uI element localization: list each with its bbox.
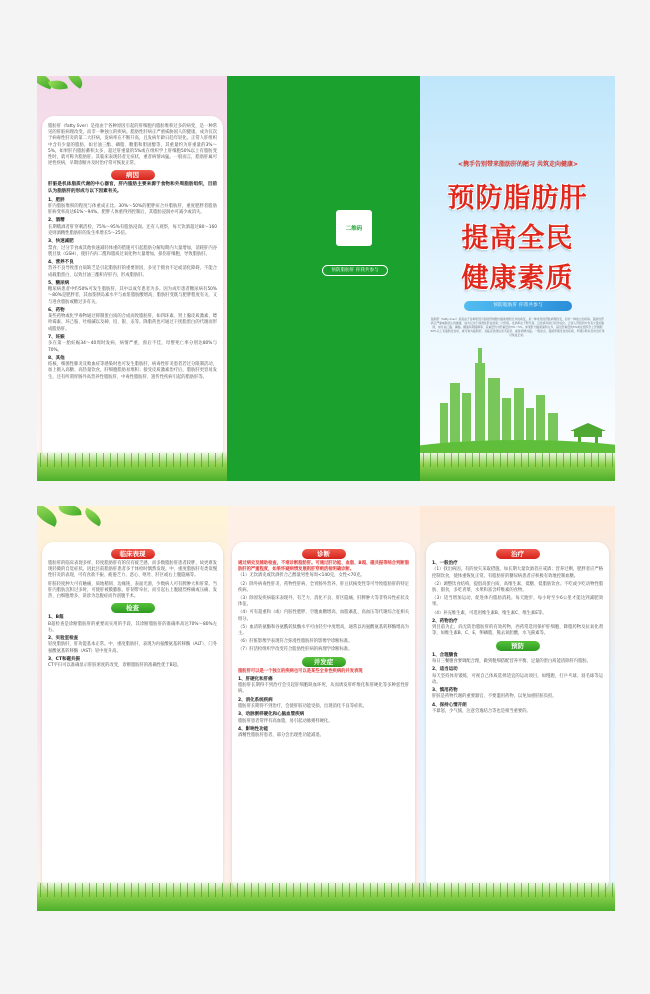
cover-small-print: 脂肪肝（fatty liver）是指由于各种原因引起的肝细胞内脂肪堆积过多的病变，是一种常见的肝脏病理改变，而非一种独立的疾病。脂肪性肝病正严重威胁国人的健康，成为仅次于病毒性肝炎的第二大肝病，发病率在不断升高，且发病年龄日趋年轻化。正常人肝组织中含有少量的脂肪，如甘油三酯、磷脂、糖脂和胆固醇等，其重量约为肝重量的3%～5%，如果肝内脂肪蓄积太多，超过肝重量的5%或在组织学上肝细胞50%以上有脂肪变性时，就可称为脂肪肝。其临床表现轻者无症状，重者病情凶猛。一般而言，脂肪肝属可逆性疾病，早期诊断并及时治疗常可恢复正常。 — [430, 317, 605, 337]
cause-item-heading: 5、糖尿病 — [48, 280, 70, 286]
cover-title-line-3: 健康素质 — [461, 263, 574, 294]
leaf-decoration — [82, 508, 104, 527]
check-item-heading: 2、实验室检查 — [48, 636, 79, 642]
cause-item-heading: 4、营养不良 — [48, 260, 74, 266]
cause-item-text: 营养不良导致蛋白质缺乏是引起脂肪肝的重要原因，多见于摄食不足或消化障碍，不能合成载脂蛋白，以致甘油三酯积存肝内，形成脂肪肝。 — [48, 266, 217, 278]
general-treatment-heading: 1、一般治疗 — [432, 561, 458, 566]
prevention-tag: 预防 — [496, 641, 540, 651]
diagnosis-item: （3）除原发疾病临床表现外，有乏力、消化不良、肝区隐痛、肝脾肿大等非特异性症状及体征。 — [238, 596, 409, 608]
prevention-item-heading: 3、慎用药物 — [432, 688, 458, 694]
cause-list — [48, 198, 217, 381]
treatment-card — [426, 542, 609, 892]
cause-tag: 病因 — [111, 170, 155, 180]
panel-qr — [227, 76, 420, 481]
complication-item-text: 脂肪肝长期得不到治疗会引起肝细胞缺血坏死，从而诱发肝纤维化和肝硬化等多种恶性肝病。 — [238, 683, 409, 695]
leaf-decoration — [48, 79, 67, 92]
cause-item-heading: 6、药物 — [48, 307, 65, 313]
cause-item-heading: 8、其他 — [48, 355, 65, 361]
panel-intro — [37, 76, 227, 481]
prevention-item-text: 每天坚持体育锻炼，可视自己体质选择适宜的运动项目，如慢跑、打乒乓球、羽毛球等运动。 — [432, 673, 603, 685]
diagnosis-item: （7）肝活检组织学改变符合脂肪性肝病的病理学诊断标准。 — [238, 647, 353, 653]
cover-title-line-1: 预防脂肪肝 — [447, 183, 588, 214]
drug-treatment-heading: 2、药物治疗 — [432, 618, 458, 624]
complication-lead: 脂肪肝可以是一个独立的疾病也可以是某些全身性疾病的并发表现 — [238, 668, 363, 674]
check-tag: 检查 — [111, 603, 155, 613]
symptoms-card — [42, 542, 223, 892]
prevention-item-text: 不暴怒，少气恼，注意劳逸结合等也是相当重要的。 — [432, 709, 531, 715]
cause-item-text: 禁食、过分节食或其他快速减轻体重的措施可引起脂肪分解短期内大量增加，消耗肝内谷胱甘肽（GSH），使肝内丙二醛和脂质过氧化物大量增加，损伤肝细胞，导致脂肪肝。 — [48, 245, 217, 257]
treatment-paragraph: （3）适当增加运动，促进体内脂肪消耗。每天跑步，每小时至少6公里才能达到减肥效果。 — [432, 596, 603, 608]
cause-item-text: 长期嗜酒者肝穿刺活检，75%～95%有脂肪浸润。还有人观察，每天饮酒超过80～160克则酒精性脂肪肝的发生率增长5～25倍。 — [48, 224, 217, 237]
symptom-list — [48, 561, 217, 600]
qr-caption: 预防脂肪肝 你我共参与 — [322, 265, 388, 276]
cause-item-text: 肝内脂肪堆积的程度与体重成正比。30%～50%的肥胖症合并脂肪肝，重度肥胖者脂肪肝病变率高达61%～94%。肥胖人体重得到控制后，其脂肪浸润亦可减少或消失。 — [48, 204, 217, 216]
treatment-list — [432, 567, 603, 616]
diagnosis-list — [238, 573, 409, 653]
brochure-outside — [37, 76, 615, 481]
grass-decoration — [420, 881, 615, 911]
cause-item-text: 多在第一胎妊娠34～40周时发病，病情严重，预后不佳，母婴死亡率分别达80%与70%。 — [48, 341, 217, 353]
prevention-item-text: 肝脏是药物代谢的重要器官，不要滥用药物，以免加重肝脏负担。 — [432, 694, 557, 700]
symptom-paragraph: 脂肪肝的临床表现多样，轻度脂肪肝有的仅有疲乏感，而多数脂肪肝患者较胖，故更难发现轻微的自觉症状。因此目前脂肪肝患者多于体检时偶然发现。中、重度脂肪肝有类似慢性肝炎的表现，可有食欲不振、疲倦乏力、恶心、呕吐、肝区或右上腹隐痛等。 — [48, 561, 217, 579]
grass-decoration — [37, 881, 227, 911]
cause-item-heading: 2、酒精 — [48, 218, 65, 224]
grass-decoration — [37, 451, 227, 481]
check-item-text: B超检查是诊断脂肪肝的重要而实用的手段，其诊断脂肪肝的准确率高达70%～80%左右。 — [48, 621, 217, 633]
complication-list — [238, 677, 409, 740]
prevention-list — [432, 653, 603, 716]
diagnosis-item: （2）除外病毒性肝炎、药物性肝病、全胃肠外营养、肝豆状核变性等可导致脂肪肝的特定疾病。 — [238, 581, 409, 593]
cause-item-heading: 7、妊娠 — [48, 334, 65, 340]
panel-symptoms — [37, 506, 227, 911]
complication-item-heading: 2、消化系统疾病 — [238, 697, 273, 703]
intro-card — [42, 116, 223, 461]
panel-diagnosis — [227, 506, 420, 911]
qr-code — [336, 210, 372, 246]
complication-item-heading: 4、影响性功能 — [238, 726, 269, 732]
grass-decoration — [227, 881, 420, 911]
complication-item-text: 脂肪肝患者常伴有高血脂，易引起动脉粥样硬化。 — [238, 718, 333, 724]
grass-decoration — [420, 451, 615, 481]
panel-cover — [420, 76, 615, 481]
treatment-paragraph: （4）补充维生素，可选用维生素B、维生素C、维生素E等。 — [432, 610, 547, 616]
cause-item-text: 结核、细菌性肺炎及败血症等感染时也可发生脂肪肝，病毒性肝炎患者若过分限制活动，加上摄入高糖、高热量饮食，肝细胞脂肪易堆积；接受皮质激素治疗后，脂肪肝更容易发生。还有所谓胃肠外高营养性脂肪肝、中毒性脂肪肝、遗传性疾病引起的脂肪肝等。 — [48, 362, 217, 380]
complication-item-heading: 3、动脉粥样硬化和心脑血管疾病 — [238, 712, 305, 718]
diagnosis-item: （4）可有超重和（或）内脏性肥胖、空腹血糖增高、血脂紊乱、高血压等代谢综合征相关组分。 — [238, 610, 409, 622]
cause-item-heading: 1、肥胖 — [48, 197, 65, 203]
brochure-inside — [37, 506, 615, 911]
diagnosis-tag: 诊断 — [302, 549, 346, 559]
prevention-item-heading: 1、合理膳食 — [432, 652, 458, 658]
prevention-item-text: 每日三餐膳食要调配合理，做到粗细搭配营养平衡，足量的蛋白质能清除肝内脂肪。 — [432, 659, 591, 665]
complication-item-text: 脂肪肝长期得不到治疗，会使肝脏功能受损，出现消化不良等症状。 — [238, 704, 367, 710]
diagnosis-lead: 通过病史及辅助检查，不难诊断脂肪肝。可通过肝功能、血脂、B超、磁共振等综合判断脂肪肝的严重程度，如果怀疑病情发展则肝穿刺活检明确诊断。 — [238, 561, 409, 573]
prevention-item-heading: 2、适当运动 — [432, 667, 458, 673]
cause-lead: 肝脏是机体脂质代谢的中心器官，肝内脂肪主要来源于食物和外周脂肪组织，目前认为脂肪肝的形成与以下因素有关。 — [48, 182, 217, 195]
drug-treatment-text: 到目前为止，尚无防治脂肪肝的有效药物，西药常选用保护肝细胞、降脂药物及抗氧化剂等，如维生素B、C、E，卵磷脂，熊去氧胆酸，水飞蓟素等。 — [432, 625, 603, 637]
complication-tag: 并发症 — [302, 657, 346, 667]
symptom-tag: 临床表现 — [111, 549, 155, 559]
diagnosis-item: （5）血清转氨酶和谷氨酰转肽酶水平可由轻至中度增高，通常以丙氨酸氨基转移酶增高为主。 — [238, 624, 409, 637]
cause-item-text: 某些药物或化学毒物通过抑制蛋白质的合成而致脂肪肝，如四环素、肾上腺皮质激素、嘌呤霉素、环己胺、吐根碱以及砷、铅、银、汞等。降脂药也可通过干扰脂蛋白的代谢而形成脂肪肝。 — [48, 314, 217, 332]
cause-item-heading: 3、快速减肥 — [48, 239, 74, 245]
check-item-text: 轻度脂肪肝，肝功能基本正常。中、重度脂肪肝，表现为丙氨酸氨基转移酶（ALT）、门冬氨酸氨基转移酶（AST）轻中度升高。 — [48, 642, 217, 654]
symptom-paragraph: 肝脏轻度肿大可有触痛，质地稍韧、边缘钝、表面光滑，少数病人可有脾肿大和肝掌。当肝内脂肪沉积过多时，可使肝被膜膨胀、肝韧带牵拉，而引起右上腹剧烈疼痛或压痛、发热、白细胞增多，误诊为急腹症而作剖腹手术。 — [48, 581, 217, 600]
treatment-paragraph: （2）调整饮食结构，提倡高蛋白质、高维生素、低糖、低脂肪饮食。不吃或少吃动物性脂肪、甜食，多吃青菜、水果和富含纤维素的食物。 — [432, 581, 603, 594]
check-item-heading: 1、B超 — [48, 615, 64, 621]
intro-text: 脂肪肝（fatty liver）是指由于各种原因引起的肝细胞内脂肪堆积过多的病变，是一种常见的肝脏病理改变，而非一种独立的疾病。脂肪性肝病正严重威胁国人的健康，成为仅次于病毒性肝炎的第二大肝病，发病率在不断升高，且发病年龄日趋年轻化。正常人肝组织中含有少量的脂肪，如甘油三酯、磷脂、糖脂和胆固醇等，其重量约为肝重量的3%～5%，如果肝内脂肪蓄积太多，超过肝重量的5%或在组织学上肝细胞50%以上有脂肪变性时，就可称为脂肪肝。其临床表现轻者无症状，重者病情凶猛。一般而言，脂肪肝属可逆性疾病，早期诊断并及时治疗常可恢复正常。 — [48, 124, 217, 167]
complication-item-heading: 1、肝硬化和肝癌 — [238, 676, 273, 682]
treatment-paragraph: （1）找出病因，有的放矢采取措施。如长期大量饮酒者应戒酒；营养过剩、肥胖者应严格控制饮食，使体重恢复正常。有脂肪肝的糖尿病患者应积极有效地控制血糖。 — [432, 567, 603, 579]
leaf-decoration — [37, 506, 61, 527]
qr-label: 二维码 — [345, 226, 363, 232]
cover-title-line-2: 提高全民 — [461, 223, 574, 254]
city-skyline-illustration — [420, 323, 615, 453]
check-item-text: CT平扫可以准确显示肝脏密度的改变，诊断脂肪肝的准确性优于B超。 — [48, 663, 182, 669]
treatment-tag: 治疗 — [496, 549, 540, 559]
cover-slogan: <携手告别带来脂肪肝的陋习 共筑走向健康> — [457, 161, 579, 168]
check-list — [48, 615, 217, 669]
cover-subtitle: 预防脂肪肝 你我共参与 — [464, 301, 572, 311]
complication-item-text: 酒精性脂肪肝患者，部分会出现性功能减退。 — [238, 733, 324, 739]
diagnosis-item: （6）肝脏影像学表现符合弥漫性脂肪肝的影像学诊断标准。 — [238, 639, 353, 645]
diagnosis-card — [232, 542, 415, 892]
cause-item-text: 糖尿病患者中约50%可发生脂肪肝，其中以成年患者为多。因为成年患者糖尿病有50%～80%是肥胖者，其血浆胰岛素水平与血浆脂肪酸增高，脂肪肝变既与肥胖程度有关，又与进食脂肪或糖过多有关。 — [48, 287, 217, 305]
prevention-item-heading: 4、保持心情开朗 — [432, 702, 467, 708]
check-item-heading: 3、CT和磁共振 — [48, 656, 81, 662]
panel-treatment — [420, 506, 615, 911]
diagnosis-item: （1）无饮酒史或饮酒折合乙醇量男性每周<140克，女性<70克。 — [238, 573, 365, 579]
leaf-decoration — [59, 506, 82, 517]
